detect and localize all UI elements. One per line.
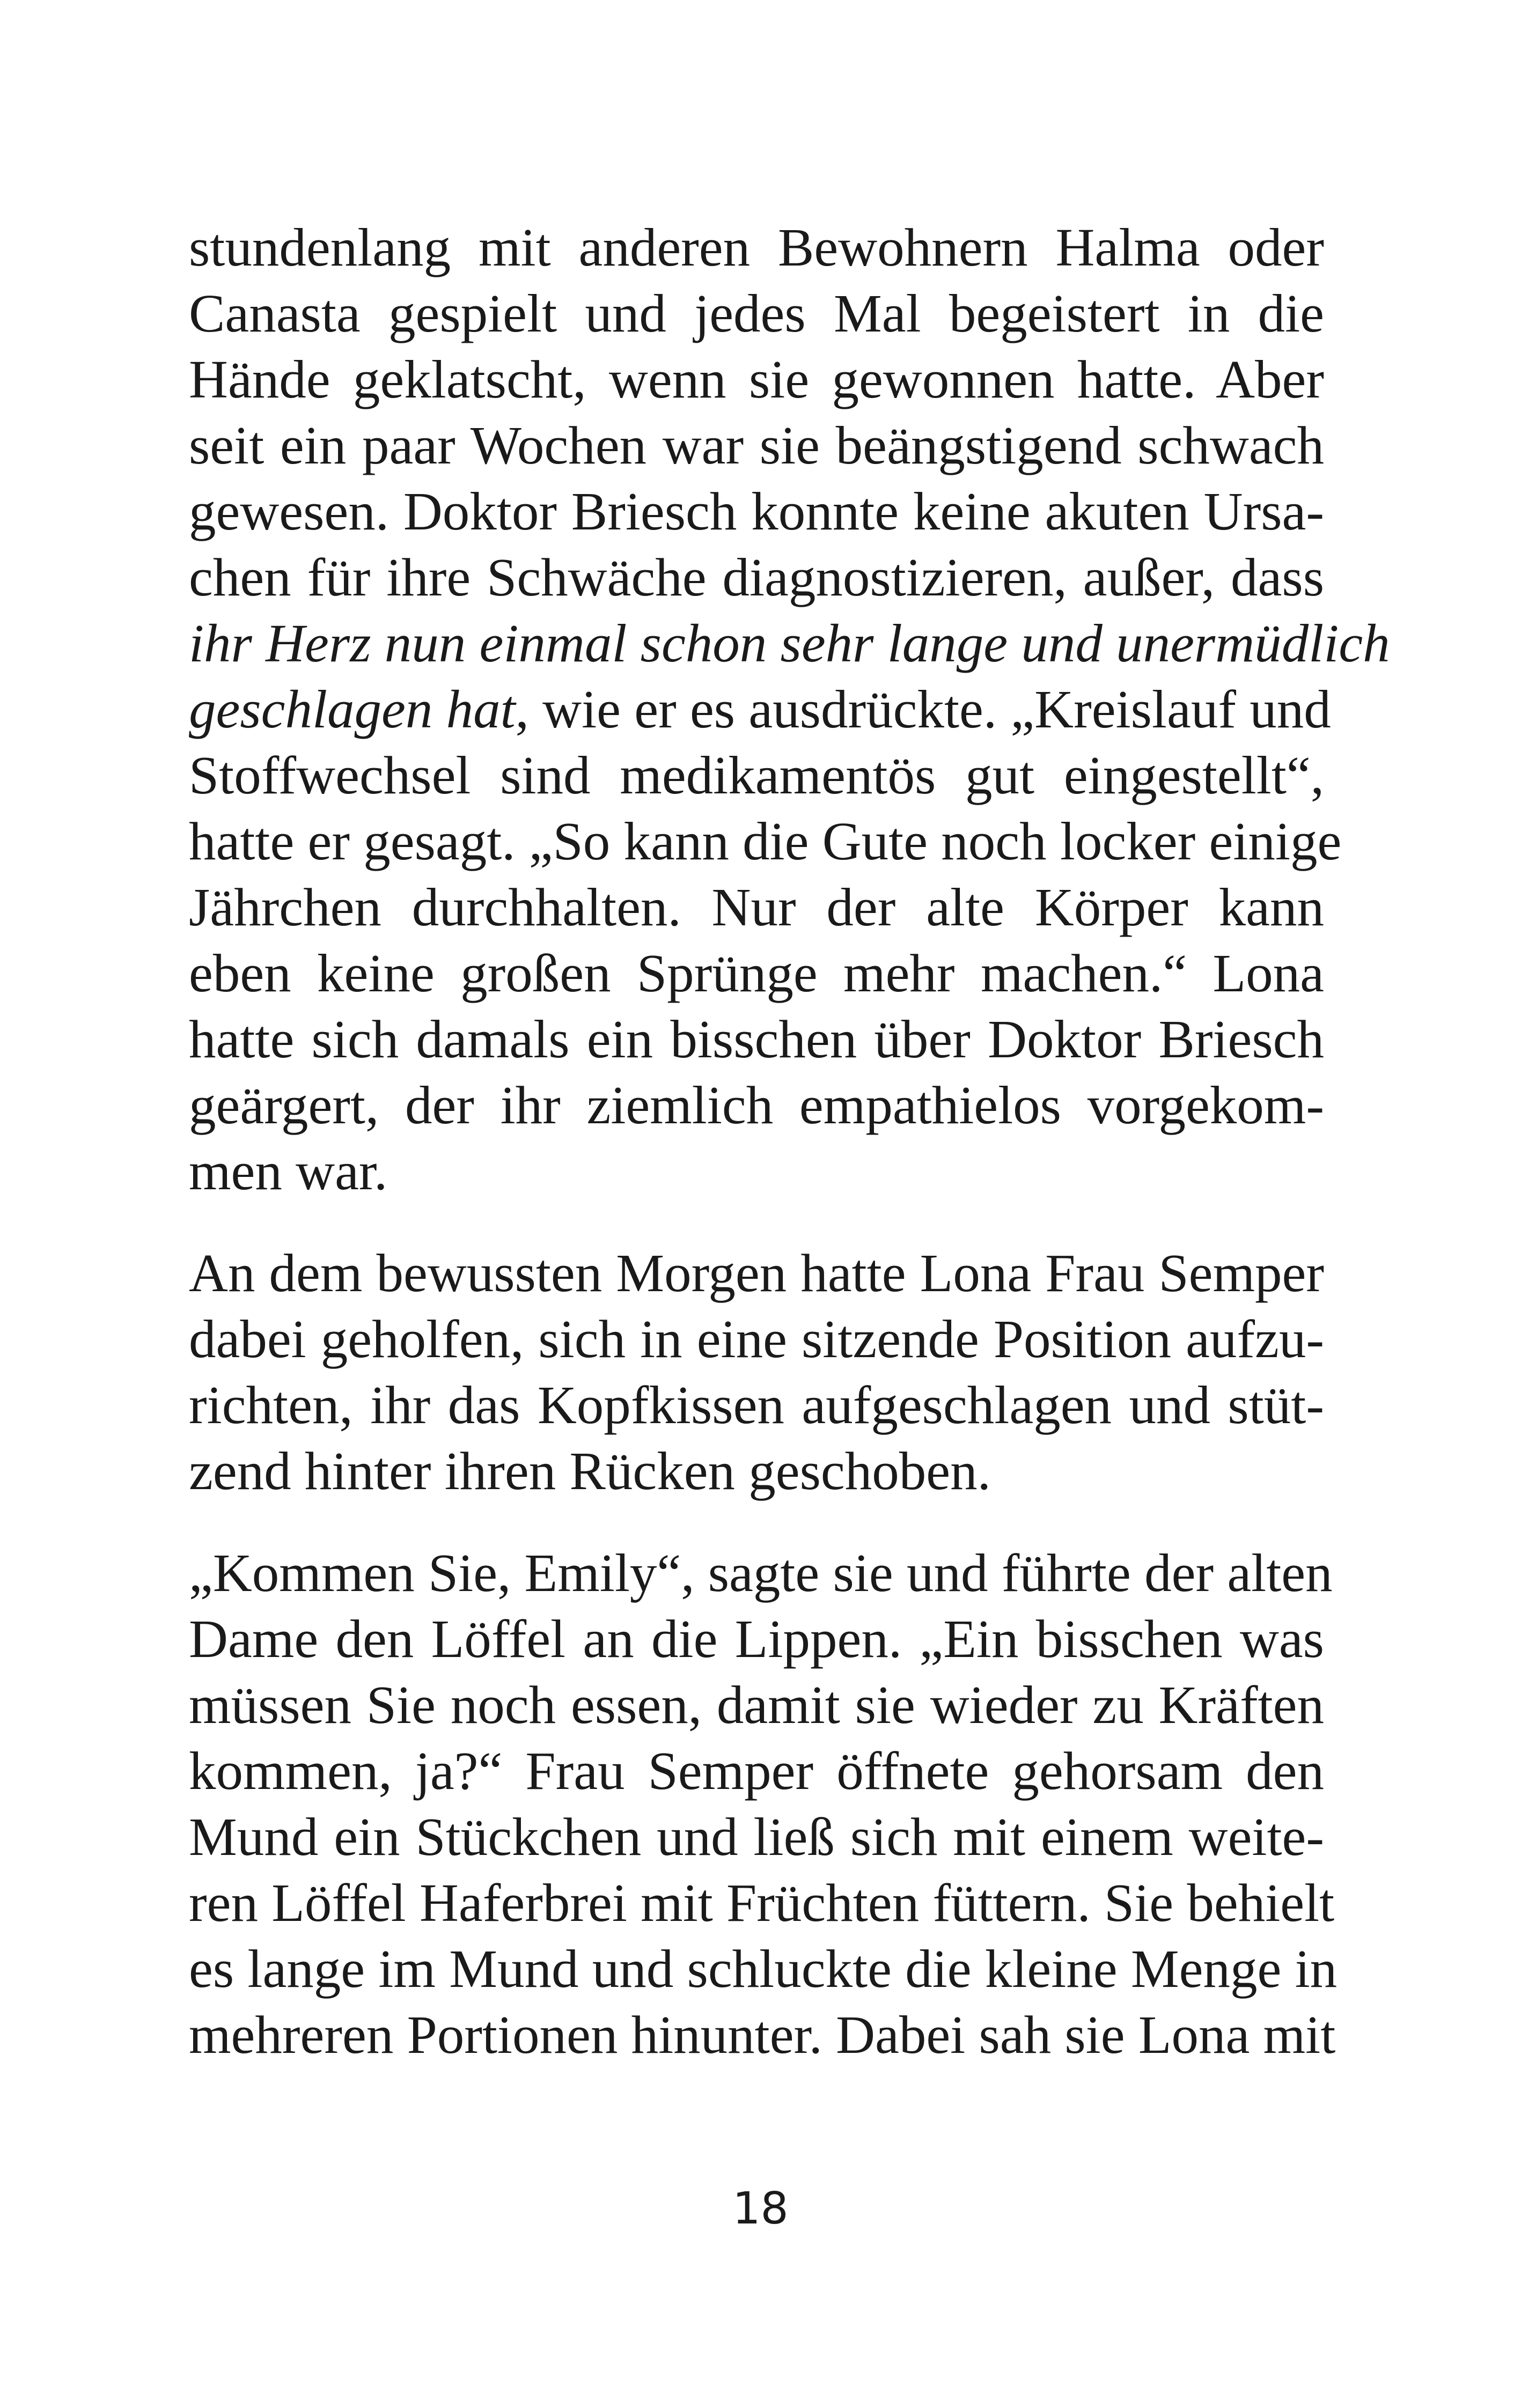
text-line: eben keine großen Sprünge mehr machen.“ Lona (189, 943, 1324, 1003)
paragraph-1 (189, 215, 1390, 1204)
text-run: , wie er es ausdrückte. „Kreislauf und (515, 679, 1331, 739)
text-line: dabei geholfen, sich in eine sitzende Position aufzu- (189, 1309, 1324, 1369)
text-line: men war. (189, 1141, 388, 1201)
text-line: geärgert, der ihr ziemlich empathielos vorgekom- (189, 1075, 1324, 1135)
text-line: gewesen. Doktor Briesch konnte keine akuten Ursa- (189, 481, 1324, 541)
text-line: Jährchen durchhalten. Nur der alte Körper kann (189, 877, 1324, 937)
text-line: An dem bewussten Morgen hatte Lona Frau Semper (189, 1243, 1324, 1303)
text-line: hatte er gesagt. „So kann die Gute noch locker einige (189, 811, 1342, 871)
text-line: hatte sich damals ein bisschen über Doktor Briesch (189, 1009, 1324, 1069)
book-page-text (189, 215, 1390, 2068)
text-line: stundenlang mit anderen Bewohnern Halma oder (189, 217, 1324, 277)
text-line: Dame den Löffel an die Lippen. „Ein bisschen was (189, 1609, 1324, 1669)
text-line: chen für ihre Schwäche diagnostizieren, außer, dass (189, 547, 1324, 607)
text-line-mixed (189, 676, 1331, 742)
text-line: müssen Sie noch essen, damit sie wieder zu Kräften (189, 1675, 1324, 1735)
paragraph-3 (189, 1540, 1338, 2068)
text-line-italic: ihr Herz nun einmal schon sehr lange und unermüdlich (189, 613, 1390, 673)
paragraph-2 (189, 1240, 1324, 1504)
text-line: Canasta gespielt und jedes Mal begeistert in die (189, 283, 1324, 343)
text-line: Hände geklatscht, wenn sie gewonnen hatte. Aber (189, 349, 1324, 409)
text-line: Mund ein Stückchen und ließ sich mit einem weite- (189, 1807, 1324, 1867)
italic-phrase: geschlagen hat (189, 679, 516, 739)
text-line: kommen, ja?“ Frau Semper öffnete gehorsam den (189, 1741, 1324, 1801)
page-number: 18 (732, 2183, 789, 2234)
text-line: ren Löffel Haferbrei mit Früchten füttern. Sie behielt (189, 1873, 1335, 1933)
text-line: Stoffwechsel sind medikamentös gut eingestellt“, (189, 745, 1324, 805)
text-line: mehreren Portionen hinunter. Dabei sah sie Lona mit (189, 2005, 1336, 2065)
text-line: seit ein paar Wochen war sie beängstigend schwach (189, 415, 1324, 475)
text-line: es lange im Mund und schluckte die kleine Menge in (189, 1939, 1338, 1999)
text-line: „Kommen Sie, Emily“, sagte sie und führte der alten (189, 1543, 1333, 1603)
text-line: zend hinter ihren Rücken geschoben. (189, 1441, 991, 1501)
text-line: richten, ihr das Kopfkissen aufgeschlagen und stüt- (189, 1375, 1324, 1435)
